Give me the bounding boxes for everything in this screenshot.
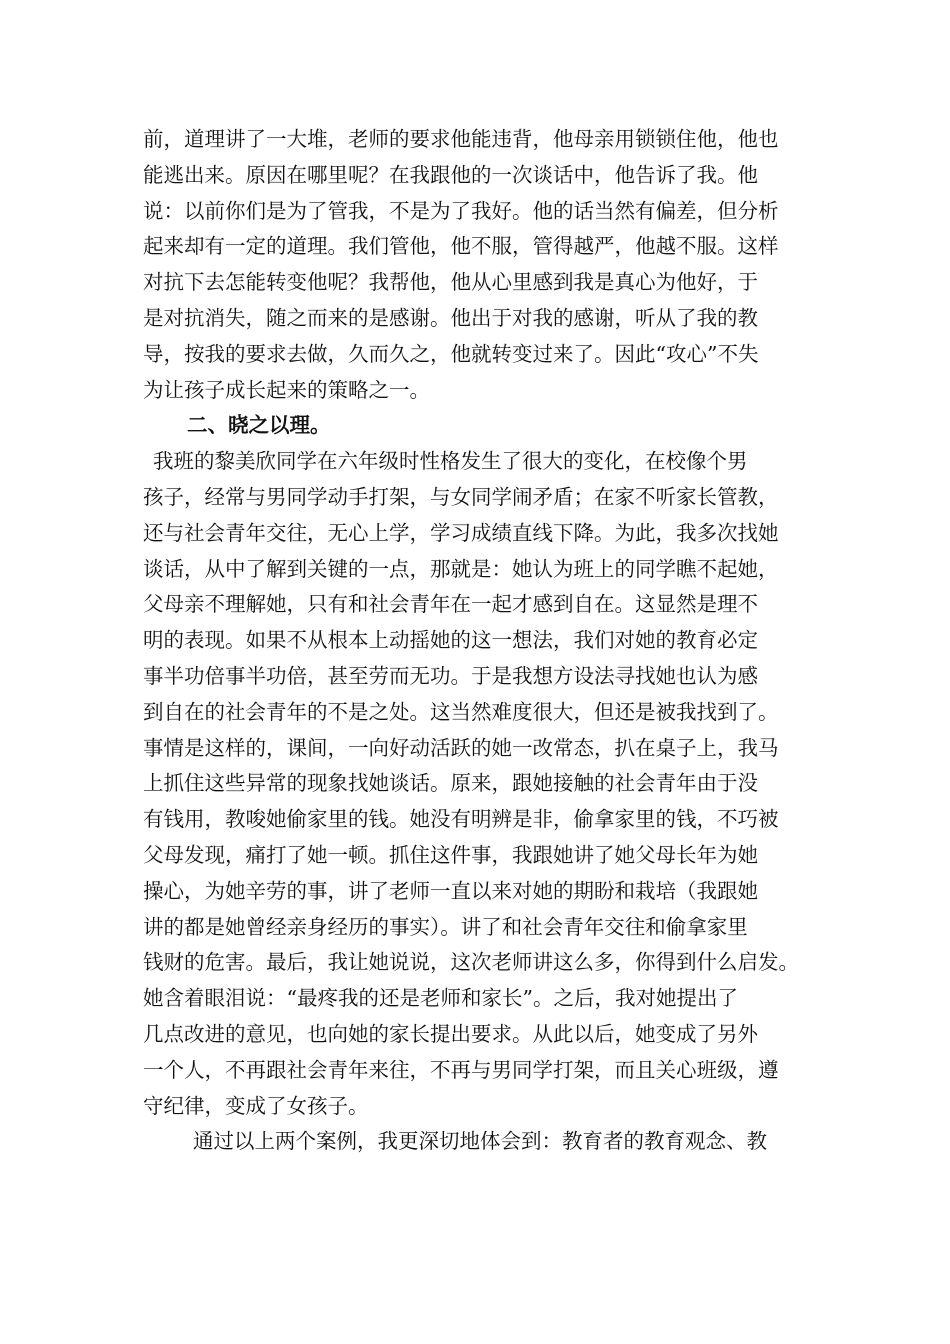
- text-line: 事情是这样的，课间，一向好动活跃的她一改常态，扒在桌子上，我马: [143, 735, 779, 760]
- text-line: 几点改进的意见，也向她的家长提出要求。从此以后，她变成了另外: [143, 1021, 758, 1046]
- text-line: 能逃出来。原因在哪里呢？在我跟他的一次谈话中，他告诉了我。他: [143, 162, 758, 187]
- text-line: 讲的都是她曾经亲身经历的事实）。讲了和社会青年交往和偷拿家里: [143, 914, 748, 939]
- text-line: 通过以上两个案例，我更深切地体会到：教育者的教育观念、教: [193, 1129, 767, 1154]
- text-line: 孩子，经常与男同学动手打架，与女同学闹矛盾；在家不听家长管教，: [143, 484, 779, 509]
- text-line: 起来却有一定的道理。我们管他，他不服，管得越严，他越不服。这样: [143, 234, 779, 259]
- text-line: 钱财的危害。最后，我让她说说，这次老师讲这么多，你得到什么启发。: [143, 950, 799, 975]
- text-line: 为让孩子成长起来的策略之一。: [143, 377, 430, 402]
- text-line: 还与社会青年交往，无心上学，学习成绩直线下降。为此，我多次找她: [143, 520, 779, 545]
- text-line: 上抓住这些异常的现象找她谈话。原来，跟她接触的社会青年由于没: [143, 771, 758, 796]
- text-line: 有钱用，教唆她偷家里的钱。她没有明辨是非，偷拿家里的钱，不巧被: [143, 807, 779, 832]
- text-line: 父母亲不理解她，只有和社会青年在一起才感到自在。这显然是理不: [143, 592, 758, 617]
- text-line: 对抗下去怎能转变他呢？我帮他，他从心里感到我是真心为他好，于: [143, 270, 758, 295]
- text-line: 明的表现。如果不从根本上动摇她的这一想法，我们对她的教育必定: [143, 628, 758, 653]
- text-line: 一个人，不再跟社会青年来往，不再与男同学打架，而且关心班级，遵: [143, 1057, 779, 1082]
- text-line: 父母发现，痛打了她一顿。抓住这件事，我跟她讲了她父母长年为她: [143, 842, 758, 867]
- text-line: 是对抗消失，随之而来的是感谢。他出于对我的感谢，听从了我的教: [143, 305, 758, 330]
- text-line: 操心，为她辛劳的事，讲了老师一直以来对她的期盼和栽培（我跟她: [143, 878, 758, 903]
- text-line: 我班的黎美欣同学在六年级时性格发生了很大的变化，在校像个男: [153, 449, 748, 474]
- text-line: 前，道理讲了一大堆，老师的要求他能违背，他母亲用锁锁住他，他也: [143, 127, 779, 151]
- text-line: 导，按我的要求去做，久而久之，他就转变过来了。因此“攻心”不失: [143, 341, 759, 366]
- text-line: 到自在的社会青年的不是之处。这当然难度很大，但还是被我找到了。: [143, 699, 779, 724]
- text-line: 她含着眼泪说：“最疼我的还是老师和家长”。之后，我对她提出了: [143, 986, 738, 1011]
- body-text: [143, 122, 823, 1160]
- text-line: 谈话，从中了解到关键的一点，那就是：她认为班上的同学瞧不起她，: [143, 556, 779, 581]
- text-line: 守纪律，变成了女孩子。: [143, 1093, 369, 1118]
- text-line: 事半功倍事半功倍，甚至劳而无功。于是我想方设法寻找她也认为感: [143, 663, 758, 688]
- section-heading: 二、晓之以理。: [187, 413, 331, 438]
- text-line: 说：以前你们是为了管我，不是为了我好。他的话当然有偏差，但分析: [143, 198, 779, 223]
